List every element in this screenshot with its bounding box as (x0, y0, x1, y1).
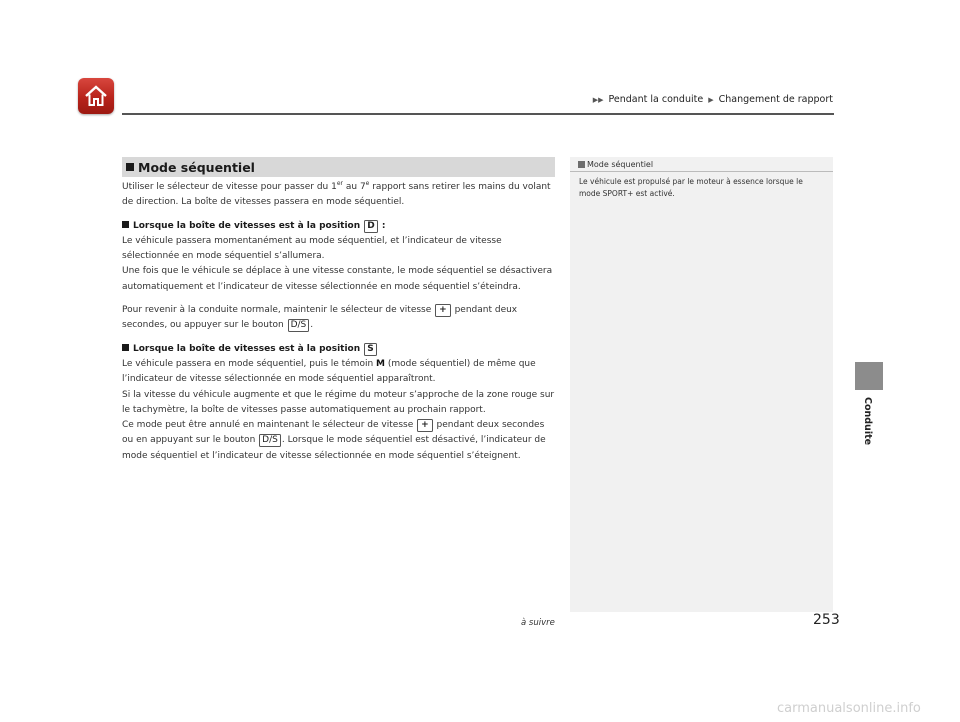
paragraph: Si la vitesse du véhicule augmente et que le régime du moteur s’approche de la zone rouge sur le tachymètre, la boîte de vitesses passe automatiquement au prochain rapport. (122, 389, 555, 415)
plus-paddle-icon: + (417, 419, 433, 432)
subsection-heading-s: Lorsque la boîte de vitesses est à la position S (122, 342, 556, 357)
side-tab-label: Conduite (862, 397, 873, 446)
breadcrumb-item[interactable]: Changement de rapport (718, 94, 833, 105)
triangle-right-icon: ▶▶ (592, 96, 604, 104)
paragraph: Le véhicule passera momentanément au mode séquentiel, et l’indicateur de vitesse sélectionnée en mode séquentiel s’allumera. (122, 235, 502, 262)
main-content (122, 180, 556, 464)
sidebar-divider (570, 171, 833, 172)
sidebar-title: Mode séquentiel (578, 160, 653, 169)
ds-button-icon: D/S (288, 319, 310, 332)
side-tab-marker[interactable] (855, 362, 883, 390)
key-s-icon: S (364, 343, 376, 356)
key-d-icon: D (364, 220, 377, 233)
section-heading (122, 157, 555, 177)
breadcrumb (591, 94, 833, 105)
watermark: carmanualsonline.info (777, 701, 921, 716)
header-divider (122, 113, 834, 115)
sidebar-note: Le véhicule est propulsé par le moteur à essence lorsque le mode SPORT+ est activé. (579, 177, 803, 198)
square-bullet-icon (122, 221, 129, 228)
breadcrumb-item[interactable]: Pendant la conduite (608, 94, 704, 105)
m-indicator-icon: M (376, 358, 386, 369)
page-number: 253 (813, 612, 840, 628)
triangle-right-icon: ▶ (708, 96, 714, 104)
note-icon (578, 161, 585, 168)
home-icon (83, 84, 109, 108)
paragraph: Une fois que le véhicule se déplace à une vitesse constante, le mode séquentiel se désactivera automatiquement et l’indicateur de vitesse sélectionnée en mode séquentiel s’éteindra. (122, 266, 553, 292)
square-bullet-icon (126, 163, 134, 171)
home-button[interactable] (78, 78, 114, 114)
paragraph: Pour revenir à la conduite normale, maintenir le sélecteur de vitesse + pendant deux secondes, ou appuyer sur le bouton D/S . (122, 305, 518, 331)
section-title: Mode séquentiel (138, 159, 255, 175)
paragraph: Ce mode peut être annulé en maintenant le sélecteur de vitesse + pendant deux secondes ou en appuyant sur le bouton D/S . Lorsque le mode séquentiel est désactivé, l’indicateur de mode séquentiel et l’indicateur de vitesse sélectionnée en mode séquentiel s’éteignent. (122, 420, 546, 461)
paragraph: Le véhicule passera en mode séquentiel, puis le témoin M (mode séquentiel) de même que l’indicateur de vitesse sélectionnée en mode séquentiel apparaîtront. (122, 358, 536, 385)
ds-button-icon: D/S (259, 434, 281, 447)
subsection-heading-d: Lorsque la boîte de vitesses est à la position D : (122, 219, 556, 234)
intro-paragraph: Utiliser le sélecteur de vitesse pour passer du 1er au 7e rapport sans retirer les mains du volant de direction. La boîte de vitesses passera en mode séquentiel. (122, 180, 551, 208)
notes-sidebar (570, 157, 833, 612)
plus-paddle-icon: + (435, 304, 451, 317)
continued-note: à suivre (521, 618, 555, 628)
square-bullet-icon (122, 344, 129, 351)
